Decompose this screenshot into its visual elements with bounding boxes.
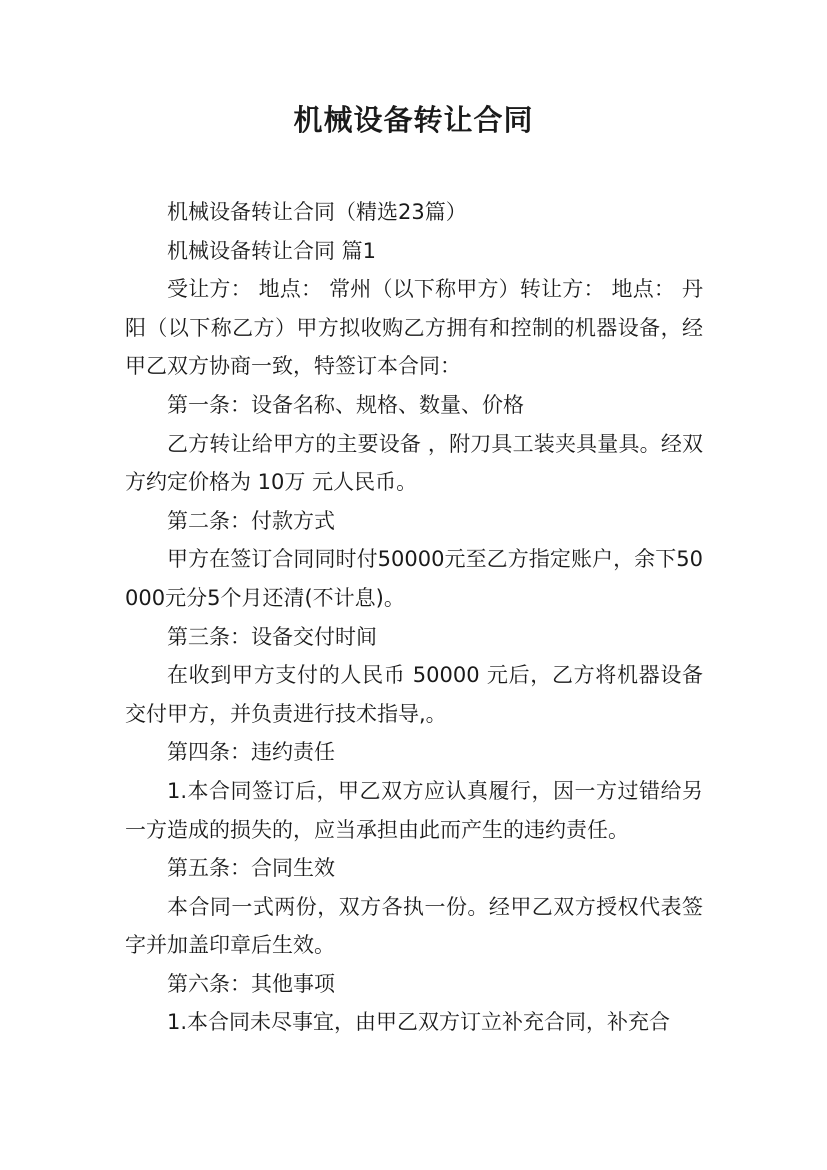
paragraph-section-heading: 机械设备转让合同 篇1 — [167, 238, 377, 263]
clause-3-heading: 第三条：设备交付时间 — [167, 624, 377, 649]
clause-2-text: 甲方在签订合同同时付50000元至乙方指定账户，余下50000元分5个月还清(不计息)。 — [125, 547, 703, 610]
document-title: 机械设备转让合同 — [293, 103, 534, 137]
clause-6-text: 1.本合同未尽事宜，由甲乙双方订立补充合同，补充合 — [167, 1010, 671, 1035]
clause-2-heading: 第二条：付款方式 — [167, 508, 335, 533]
clause-3-text: 在收到甲方支付的人民币 50000 元后，乙方将机器设备交付甲方，并负责进行技术指导,。 — [125, 663, 703, 726]
clause-1-text: 乙方转让给甲方的主要设备 ，附刀具工装夹具量具。经双方约定价格为 10万 元人民币。 — [125, 431, 703, 495]
document-body — [125, 193, 703, 1042]
clause-6-heading: 第六条：其他事项 — [167, 971, 335, 996]
clause-5-heading: 第五条：合同生效 — [167, 856, 335, 881]
clause-1-heading: 第一条：设备名称、规格、数量、价格 — [167, 392, 524, 417]
clause-4-text: 1.本合同签订后，甲乙双方应认真履行，因一方过错给另一方造成的损失的，应当承担由此而产生的违约责任。 — [125, 778, 703, 842]
paragraph-subtitle: 机械设备转让合同（精选23篇） — [167, 200, 467, 224]
paragraph-parties: 受让方： 地点： 常州（以下称甲方）转让方： 地点： 丹阳（以下称乙方）甲方拟收购乙方拥有和控制的机器设备，经甲乙双方协商一致，特签订本合同： — [125, 277, 703, 379]
clause-5-text: 本合同一式两份，双方各执一份。经甲乙双方授权代表签字并加盖印章后生效。 — [125, 894, 703, 958]
clause-4-heading: 第四条：违约责任 — [167, 740, 335, 765]
